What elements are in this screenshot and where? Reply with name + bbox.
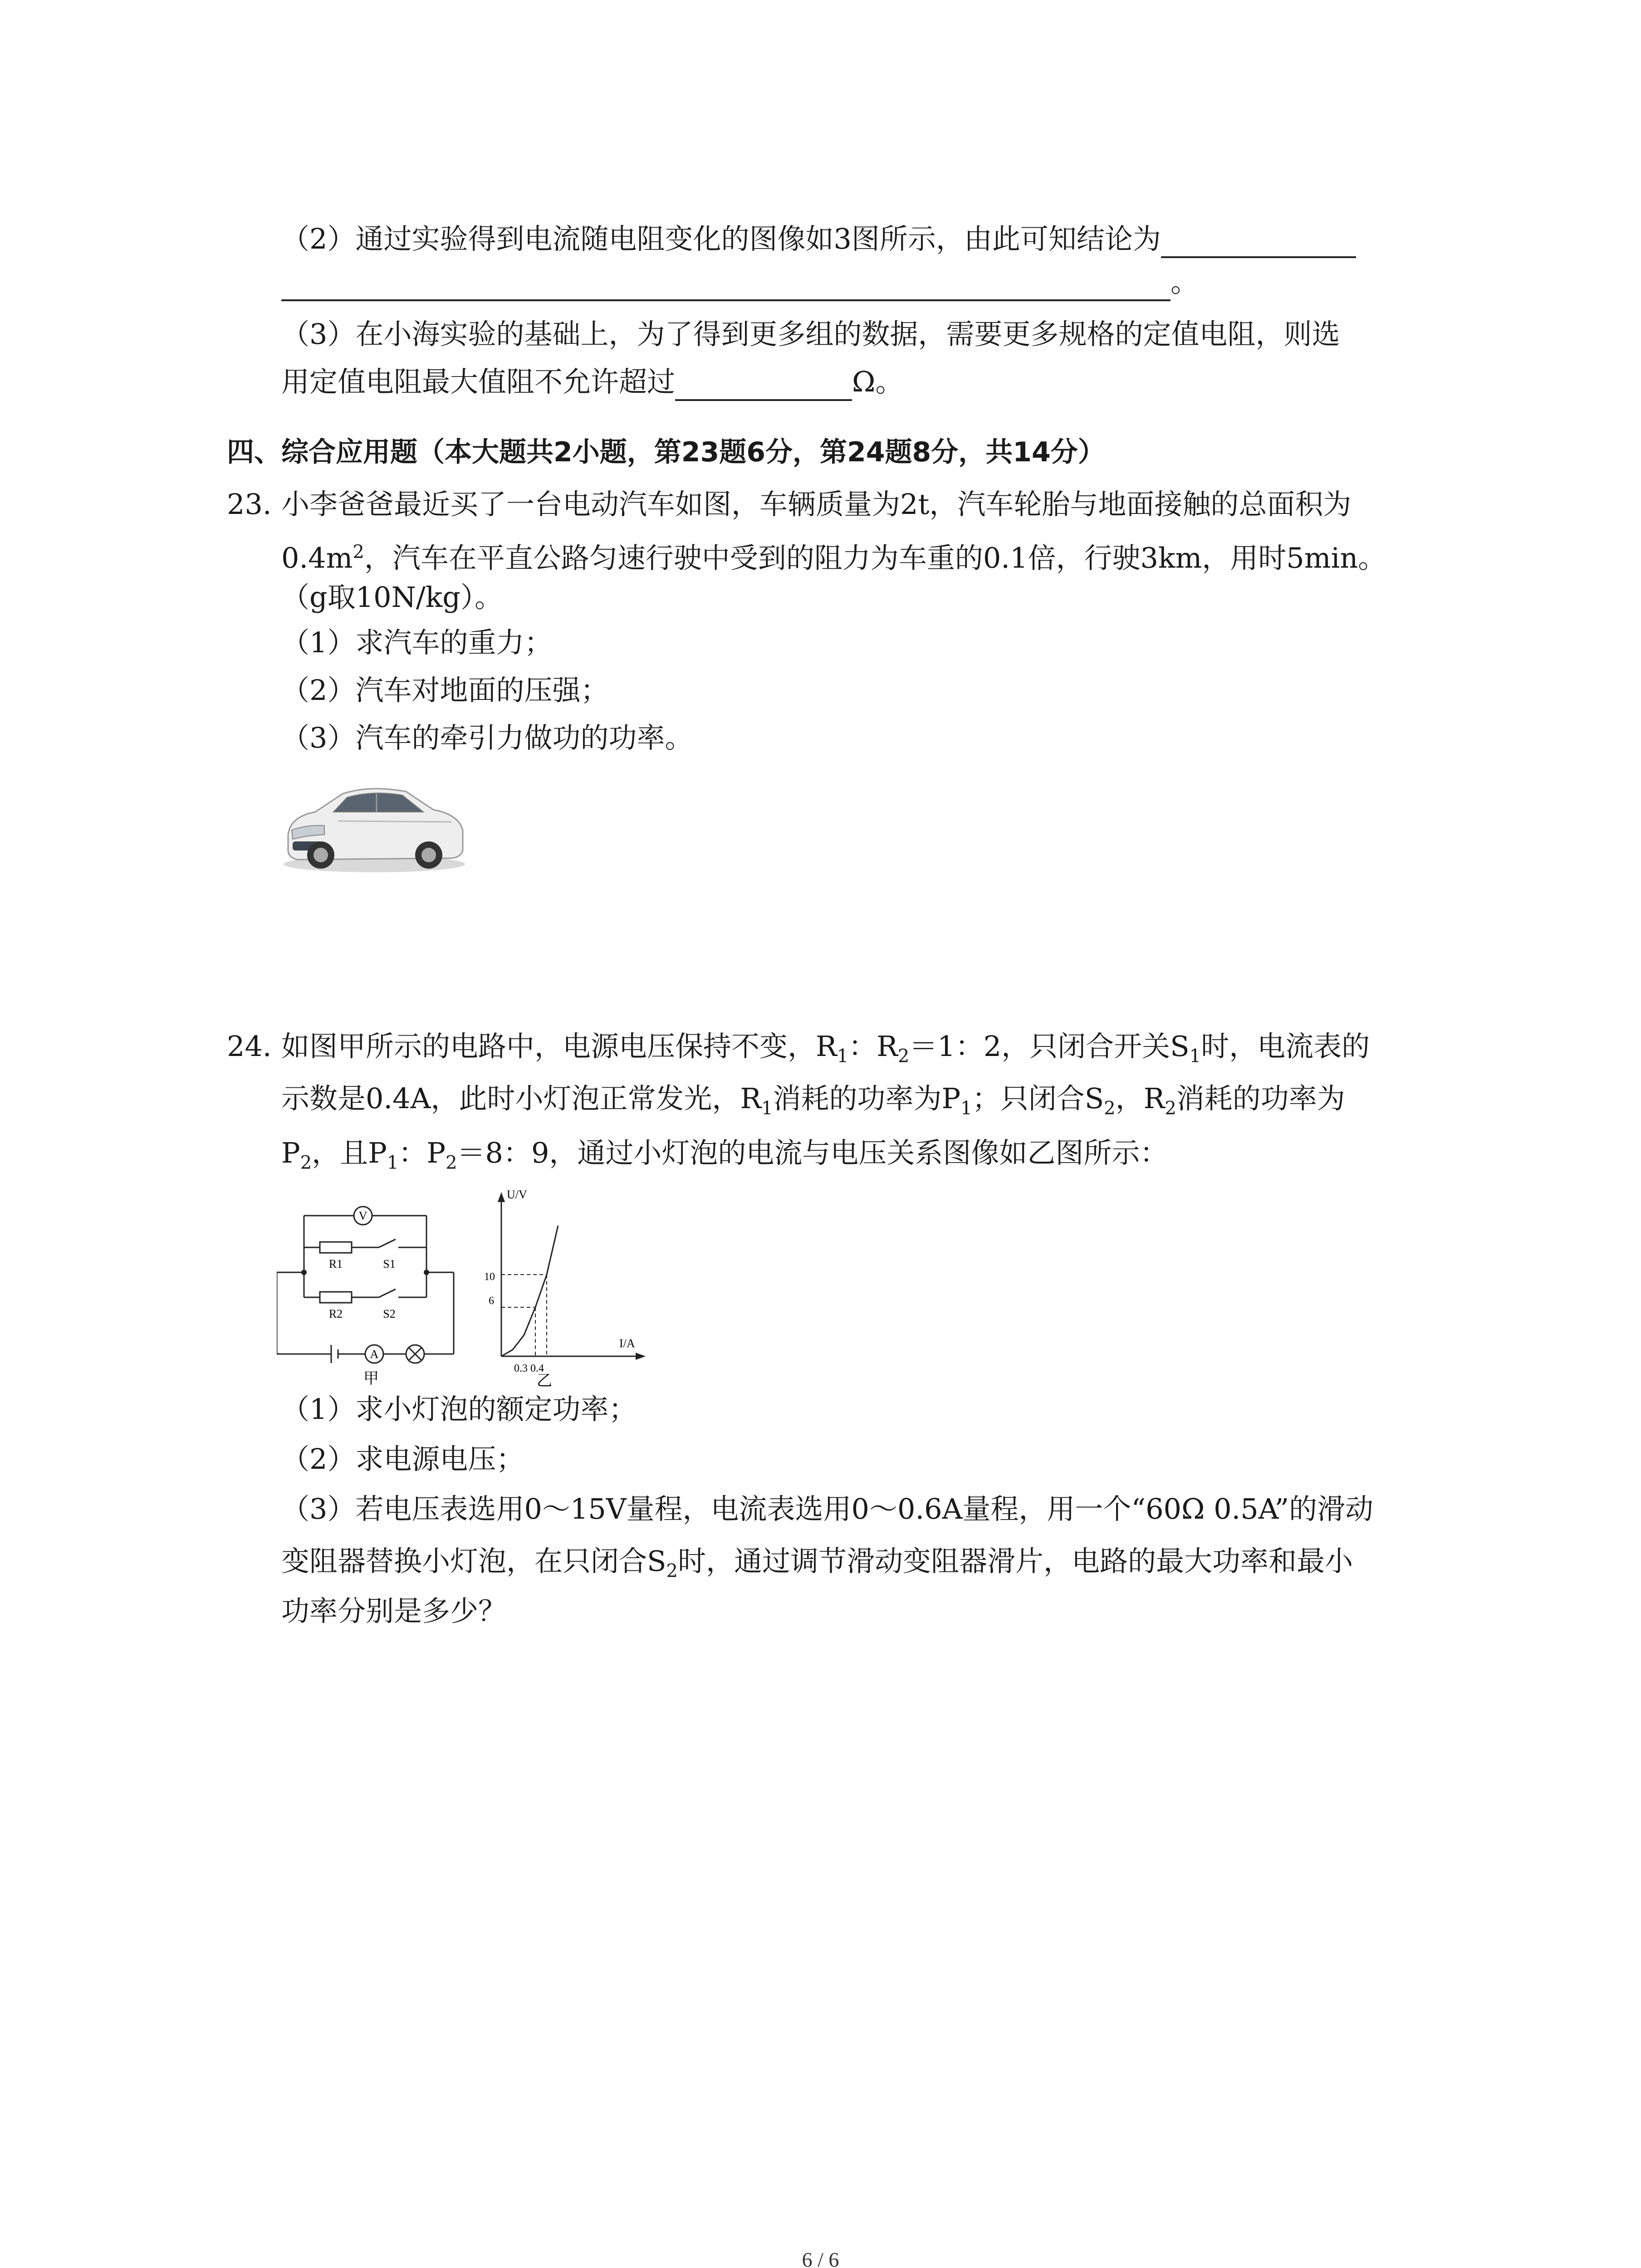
q22-part3-text2: 用定值电阻最大值阻不允许超过: [281, 365, 676, 398]
q24-text: ＝8：9，通过小灯泡的电流与电压关系图像如乙图所示：: [457, 1136, 1168, 1169]
ui-graph: [483, 1188, 656, 1390]
q23-line3: （g取10N/kg）。: [281, 581, 503, 614]
q22-part3-text: （3）在小海实验的基础上，为了得到更多组的数据，需要更多规格的定值电阻，则选: [281, 318, 1340, 351]
subscript: 2: [666, 1560, 678, 1582]
q24-text: ：P: [398, 1136, 446, 1169]
r2-label: R2: [328, 1307, 343, 1320]
answer-blank[interactable]: [281, 270, 1171, 301]
ammeter-label: A: [370, 1348, 379, 1361]
page-number: 6 / 6: [802, 2248, 839, 2268]
subscript: 1: [837, 1046, 849, 1067]
q24-text: P: [281, 1136, 300, 1169]
q24-text: ，且P: [312, 1136, 387, 1169]
r1-label: R1: [328, 1257, 343, 1271]
q24-sub3-line3: 功率分别是多少？: [281, 1594, 507, 1628]
q22-part2-line1: [281, 220, 1356, 258]
q24-line3: [281, 1134, 1168, 1182]
q24-text: 时，通过调节滑动变阻器滑片，电路的最大功率和最小: [677, 1545, 1353, 1578]
q22-part2-line2: [281, 263, 1199, 301]
circuit-diagram: [277, 1188, 467, 1388]
ytick-10: 10: [484, 1271, 495, 1283]
q24-text: 如图甲所示的电路中，电源电压保持不变，R: [281, 1030, 837, 1063]
q23-sub1: （1）求汽车的重力；: [281, 626, 553, 659]
x-axis-arrow: [636, 1353, 646, 1360]
subscript: 2: [1104, 1098, 1116, 1119]
graph-ylabel: U/V: [507, 1188, 527, 1201]
answer-blank[interactable]: [1161, 227, 1356, 258]
q22-part2-text: （2）通过实验得到电流随电阻变化的图像如3图所示，由此可知结论为: [281, 222, 1161, 255]
subscript: 1: [1189, 1046, 1201, 1067]
q24-sub3-line1: （3）若电压表选用0～15V量程，电流表选用0～0.6A量程，用一个“60Ω 0.5A”的滑动: [281, 1492, 1374, 1525]
circuit-caption: 甲: [363, 1369, 379, 1388]
s2-label: S2: [383, 1307, 396, 1320]
q24-line2: [281, 1080, 1345, 1127]
q24-sub2: （2）求电源电压；: [281, 1442, 524, 1476]
answer-blank[interactable]: [675, 370, 852, 401]
q24-text: 消耗的功率为: [1176, 1082, 1345, 1115]
q24-sub3-line2: [281, 1542, 1353, 1590]
q23-area-exp: 2: [353, 542, 364, 562]
q23-number: 23.: [227, 488, 272, 521]
subscript: 2: [897, 1046, 910, 1067]
q23-area: 0.4m: [281, 541, 353, 575]
q24-text: ，R: [1115, 1082, 1165, 1115]
y-axis-arrow: [498, 1192, 505, 1202]
subscript: 2: [446, 1152, 457, 1173]
subscript: 1: [387, 1152, 399, 1173]
q24-text: 时，电流表的: [1201, 1030, 1370, 1063]
graph-caption: 乙: [537, 1372, 552, 1390]
q23-sub3: （3）汽车的牵引力做功的功率。: [281, 721, 693, 754]
q22-part3-line1: [281, 315, 1340, 353]
q23-line2-rest: ，汽车在平直公路匀速行驶中受到的阻力为车重的0.1倍，行驶3km，用时5min。: [364, 541, 1386, 575]
q22-part3-line2: [281, 363, 903, 401]
graph-xlabel: I/A: [619, 1337, 635, 1350]
subscript: 1: [960, 1098, 972, 1119]
subscript: 2: [300, 1152, 312, 1173]
s1-label: S1: [383, 1257, 396, 1271]
q24-line1: [281, 1027, 1370, 1075]
q24-text: ＝1：2，只闭合开关S: [909, 1030, 1190, 1063]
voltmeter-label: V: [358, 1209, 367, 1222]
q22-part3-unit: Ω。: [852, 365, 904, 398]
q24-text: 示数是0.4A，此时小灯泡正常发光，R: [281, 1082, 762, 1115]
q23-sub2: （2）汽车对地面的压强；: [281, 674, 609, 707]
q23-line1: 小李爸爸最近买了一台电动汽车如图，车辆质量为2t，汽车轮胎与地面接触的总面积为: [281, 488, 1352, 521]
car-image: [279, 767, 470, 880]
q24-text: 消耗的功率为P: [773, 1082, 961, 1115]
ui-curve: [501, 1226, 558, 1356]
subscript: 1: [761, 1098, 773, 1119]
subscript: 2: [1165, 1098, 1176, 1119]
ytick-6: 6: [489, 1295, 494, 1307]
q24-text: ；只闭合S: [972, 1082, 1104, 1115]
q24-sub1: （1）求小灯泡的额定功率；: [281, 1393, 637, 1426]
guide-lines: [501, 1275, 547, 1356]
q22-part2-end: 。: [1171, 265, 1199, 298]
xticks: 0.3 0.4: [514, 1363, 544, 1374]
q24-number: 24.: [227, 1030, 272, 1063]
q24-text: 变阻器替换小灯泡，在只闭合S: [281, 1545, 666, 1578]
q23-line2: [281, 533, 1386, 577]
section-heading: 四、综合应用题（本大题共2小题，第23题6分，第24题8分，共14分）: [227, 436, 1105, 468]
q24-text: ：R: [848, 1030, 898, 1063]
